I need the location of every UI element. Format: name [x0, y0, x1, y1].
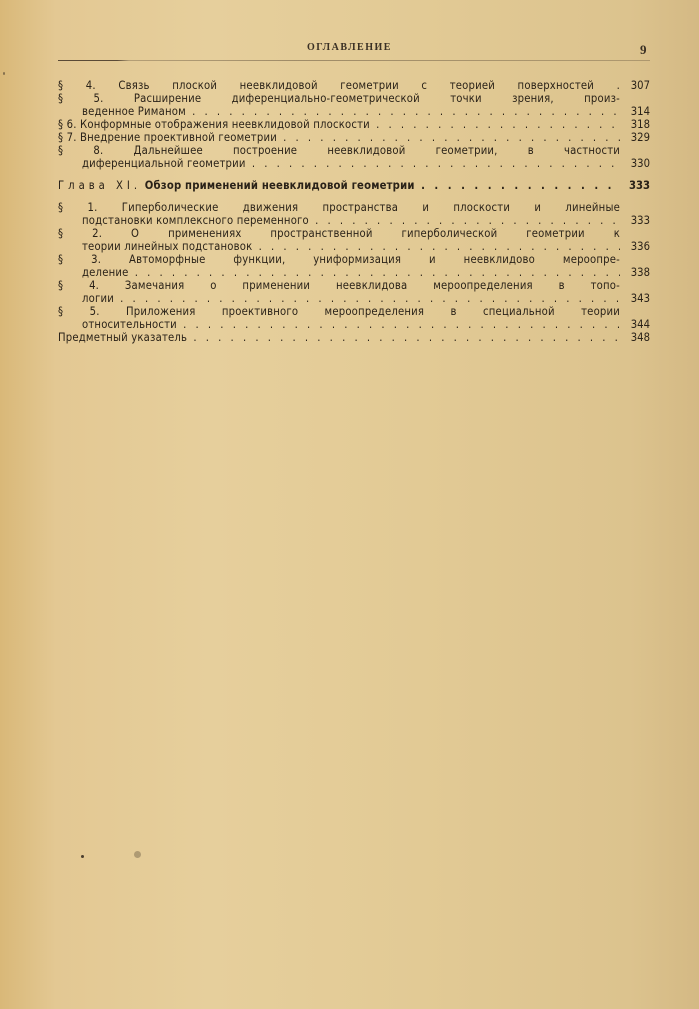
toc-chapter-heading: [58, 179, 650, 192]
toc-entry-page: 336: [630, 240, 650, 253]
page-number: 9: [640, 42, 647, 57]
chapter-title: Обзор применений неевклидовой геометрии: [144, 179, 415, 192]
toc-entry: [58, 118, 650, 131]
toc-entry: [58, 144, 650, 170]
toc-entry-title-cont: деление . . .: [82, 266, 620, 279]
toc-entry-page: 314: [630, 105, 650, 118]
chapter-page: 333: [628, 179, 650, 192]
toc-entry: [58, 79, 650, 92]
index-page: 348: [630, 331, 650, 344]
toc-entry-title: § 5. Расширение диференциально-геометрической точки зрения, произ-: [58, 92, 620, 105]
toc-entry-title-cont: веденное Риманом . . .: [82, 105, 620, 118]
toc-entry: [58, 253, 650, 279]
toc-entry-title: § 7. Внедрение проективной геометрии . . .: [58, 131, 620, 144]
toc-entry-title: § 5. Приложения проективного мероопределения в специальной теории: [58, 305, 620, 318]
toc-entry: [58, 201, 650, 227]
toc-entry-page: 343: [630, 292, 650, 305]
toc-entry-title-cont: теории линейных подстановок . . .: [82, 240, 620, 253]
toc-entry: [58, 131, 650, 144]
toc-entry: [58, 92, 650, 118]
toc-entry-page: 329: [630, 131, 650, 144]
toc-entry-title: § 4. Связь плоской неевклидовой геометрии с теорией поверхностей .: [58, 79, 620, 92]
toc-entry-title-cont: логии . . .: [82, 292, 620, 305]
running-title: ОГЛАВЛЕНИЕ: [307, 42, 392, 53]
table-of-contents: [58, 79, 650, 344]
toc-entry-title: § 1. Гиперболические движения пространства и плоскости и линейные: [58, 201, 620, 214]
toc-entry: [58, 227, 650, 253]
paper-speck: [81, 855, 84, 858]
toc-entry-title: § 4. Замечания о применении неевклидова мероопределения в топо-: [58, 279, 620, 292]
toc-entry-title: § 3. Автоморфные функции, униформизация и неевклидово мероопре-: [58, 253, 620, 266]
chapter-label: Глава XI.: [58, 179, 142, 192]
toc-index-entry: [58, 331, 650, 344]
toc-entry: [58, 279, 650, 305]
toc-entry-page: 330: [630, 157, 650, 170]
toc-entry: [58, 305, 650, 331]
toc-entry-title: § 2. О применениях пространственной гиперболической геометрии к: [58, 227, 620, 240]
toc-entry-title: § 6. Конформные отображения неевклидовой плоскости . . .: [58, 118, 620, 131]
running-head: [0, 40, 699, 56]
header-rule: [58, 60, 650, 61]
toc-entry-title-cont: диференциальной геометрии . . .: [82, 157, 620, 170]
toc-entry-page: 344: [630, 318, 650, 331]
index-title: Предметный указатель . . .: [58, 331, 620, 344]
toc-entry-page: 333: [630, 214, 650, 227]
toc-entry-page: 307: [630, 79, 650, 92]
toc-entry-title: § 8. Дальнейшее построение неевклидовой геометрии, в частности: [58, 144, 620, 157]
toc-entry-page: 318: [630, 118, 650, 131]
toc-entry-title-cont: подстановки комплексного переменного . . .: [82, 214, 620, 227]
toc-entry-page: 338: [630, 266, 650, 279]
toc-entry-title-cont: относительности . . .: [82, 318, 620, 331]
paper-speck: [3, 72, 5, 75]
paper-speck: [134, 851, 141, 858]
